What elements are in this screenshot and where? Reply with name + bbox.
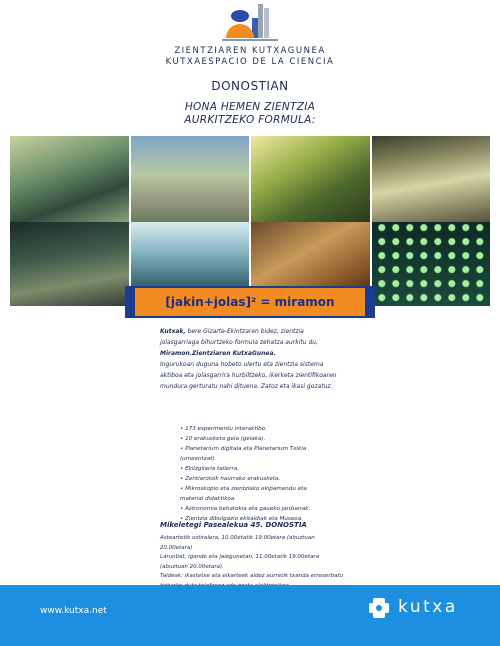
intro-name: Miramon.Zientziaren KutxaGunea.: [160, 350, 276, 357]
brand-line-1: ZIENTZIAREN KUTXAGUNEA: [174, 46, 326, 56]
hours-line-2: Larunbat, igande eta jaiegunetan, 11.00etatik 19.00etara (abuztuan 20.00etara).: [160, 554, 320, 570]
intro-lead: Kutxak,: [160, 328, 186, 335]
feature-list: [180, 424, 330, 524]
photo-light-wall: [372, 222, 491, 306]
hours-line-3: Taldeak: ikastetxe eta elkarteek aldez aurretik txanda erreserbatu: [160, 573, 343, 579]
kutxa-logo-icon: [367, 596, 391, 620]
feature-item: • Mikroskopio eta zientziako ekipamendu eta material didaktikoa.: [180, 484, 330, 504]
photo-machine-hall: [10, 222, 129, 306]
city-title: DONOSTIAN: [211, 79, 289, 93]
photo-exhibit-hall: [251, 136, 370, 222]
brand-line-2: KUTXAESPACIO DE LA CIENCIA: [165, 57, 335, 67]
feature-item: • Astronomia behatokia eta gaueko jarduerak.: [180, 504, 330, 514]
photo-atrium: [10, 136, 129, 222]
photo-row-top: [10, 136, 490, 222]
subtitle-line-2: AURKITZEKO FORMULA:: [184, 114, 316, 126]
subtitle-line-1: HONA HEMEN ZIENTZIA: [184, 101, 316, 113]
feature-item: • Zentiaroloik haurrako erakusketa.: [180, 474, 330, 484]
hours-line-1: Asteartetik ostiralera, 10.00etatik 19.00etara (abuztuan 20.00etara): [160, 535, 315, 551]
intro-paragraph: [160, 326, 340, 392]
photo-globe-room: [372, 136, 491, 222]
photo-courtyard: [131, 136, 250, 222]
intro-text-1: bere Gizarte-Ekintzaren bidez, zientzia jolasgarriaga bihurtzeko formula zehatza aurkitu du,: [160, 328, 318, 346]
formula-banner: [jakin+jolas]² = miramon: [135, 288, 365, 316]
feature-item: • Eklizgilaria tailerra.: [180, 464, 330, 474]
feature-item: • 173 esperimentu interaktibo.: [180, 424, 330, 434]
feature-item: • 10 erakusketa gela (gelaka).: [180, 434, 330, 444]
miramon-logo: [222, 4, 278, 44]
address: Mikeletegi Pasealekua 45. DONOSTIA: [160, 521, 307, 529]
feature-item: • Zientzia dibulgazio ekitaldiak eta Museoa.: [180, 514, 330, 524]
feature-item: • Planetarium digitala eta Planetarium Txikia (umeentzat).: [180, 444, 330, 464]
intro-text-2: Ingurukoan duguna hobeto ulertu eta zientzia sistema aktiboa eta jolasgarrira hurbiltzeko, ikerketa zientifikoaren mundura gerturatu nahi dituena. Zatoz eta ikasi gozatuz.: [160, 361, 337, 390]
footer-url-link[interactable]: www.kutxa.net: [40, 606, 107, 616]
kutxa-wordmark: kutxa: [398, 597, 458, 617]
